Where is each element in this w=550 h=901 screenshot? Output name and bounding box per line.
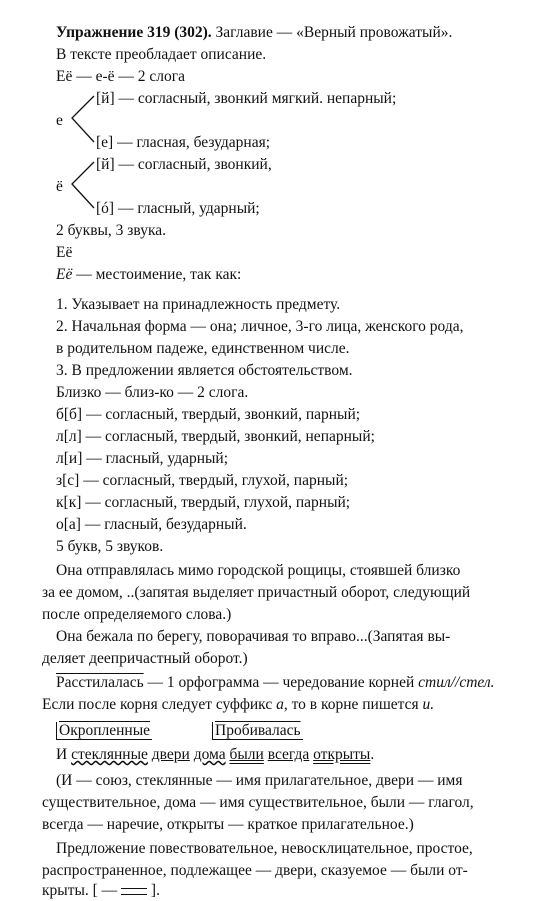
text-span: — местоимение, так как: [72, 266, 242, 283]
heading-line [56, 22, 452, 43]
italic-span: и. [422, 696, 435, 713]
text-line: л[л] — согласный, твердый, звонкий, непарный; [56, 428, 375, 445]
text-line: (И — союз, стеклянные — имя прилагательное, двери — имя [56, 772, 463, 789]
text-span: Если после корня следует суффикс [42, 696, 277, 713]
text-line: [й] — согласный, звонкий, [96, 156, 272, 173]
text-line: Её [56, 244, 73, 261]
text-line: деляет деепричастный оборот.) [42, 650, 248, 667]
text-line: существительное, дома — имя существительное, были — глагол, [42, 794, 474, 811]
text-line: 2 буквы, 3 звука. [56, 222, 167, 239]
italic-span: стил//стел. [418, 674, 495, 691]
word-noun: дома [193, 746, 226, 763]
word-predicate-2: открыты [313, 746, 371, 763]
exercise-number: Упражнение 319 (302). [56, 24, 212, 41]
text-line: з[с] — согласный, твердый, глухой, парный; [56, 472, 349, 489]
text-span: крыты. [ — [42, 882, 122, 899]
word-adverbial: всегда [267, 746, 310, 763]
branch-bracket-e [68, 92, 98, 148]
text-line: Близко — близ-ко — 2 слога. [56, 384, 249, 401]
text-line: 5 букв, 5 звуков. [56, 538, 164, 555]
text-line: распространенное, подлежащее — двери, сказуемое — были от- [42, 862, 468, 879]
text-line: [е] — гласная, безударная; [96, 134, 271, 151]
word-predicate: были [229, 746, 264, 763]
scheme-line [42, 880, 160, 901]
predicate-scheme-mark [121, 888, 147, 895]
text-line: о[а] — гласный, безударный. [56, 516, 247, 533]
text-line: за ее домом, ..(запятая выделяет причастный оборот, следующий [42, 584, 471, 601]
letter-e: е [56, 112, 63, 129]
text-line: В тексте преобладает описание. [56, 46, 267, 63]
branch-bracket-yo [68, 158, 98, 214]
text-line: л[и] — гласный, ударный; [56, 450, 229, 467]
morpheme-row [212, 720, 303, 741]
text-span: ]. [147, 882, 160, 899]
word-attribute: стеклянные [71, 746, 148, 763]
text-line: 2. Начальная форма — она; личное, 3-го лица, женского рода, [56, 318, 464, 335]
morpheme-parsed-word: Окропленные [56, 722, 152, 740]
text-line [42, 694, 434, 715]
text-line: к[к] — согласный, твердый, глухой, парный; [56, 494, 351, 511]
text-line: после определяемого слова.) [42, 606, 232, 623]
text-line: б[б] — согласный, твердый, звонкий, парный; [56, 406, 361, 423]
text-line: Она бежала по берегу, поворачивая то вправо...(Запятая вы- [56, 628, 451, 645]
morpheme-parsed-word: Пробивалась [212, 722, 303, 740]
text-line: Она отправлялась мимо городской рощицы, стоявшей близко [56, 562, 461, 579]
sentence-end: . [370, 746, 375, 763]
text-line: 1. Указывает на принадлежность предмету. [56, 296, 341, 313]
text-line [56, 264, 241, 285]
italic-span: а, [276, 696, 288, 713]
morpheme-row [56, 720, 152, 741]
text-line: всегда — наречие, открыты — краткое прилагательное.) [42, 816, 414, 833]
exercise-title: Заглавие — «Верный провожатый». [215, 24, 453, 41]
text-line: [й] — согласный, звонкий мягкий. непарный; [96, 90, 397, 107]
word-conjunction: И [56, 746, 68, 763]
text-line: [ó] — гласный, ударный; [96, 200, 260, 217]
text-line: в родительном падеже, единственном числе. [56, 340, 350, 357]
text-line: Её — е-ё — 2 слога [56, 68, 185, 85]
letter-yo: ё [56, 178, 63, 195]
text-span: — 1 орфограмма — чередование корней [143, 674, 419, 691]
text-span: то в корне пишется [287, 696, 423, 713]
text-line: Предложение повествовательное, невосклицательное, простое, [56, 840, 473, 857]
parsed-sentence [56, 744, 374, 765]
word-subject: двери [151, 746, 190, 763]
text-line [56, 672, 495, 693]
italic-word: Её [56, 266, 73, 283]
morpheme-word: Расстилалась [56, 674, 144, 691]
text-line: 3. В предложении является обстоятельством. [56, 362, 353, 379]
